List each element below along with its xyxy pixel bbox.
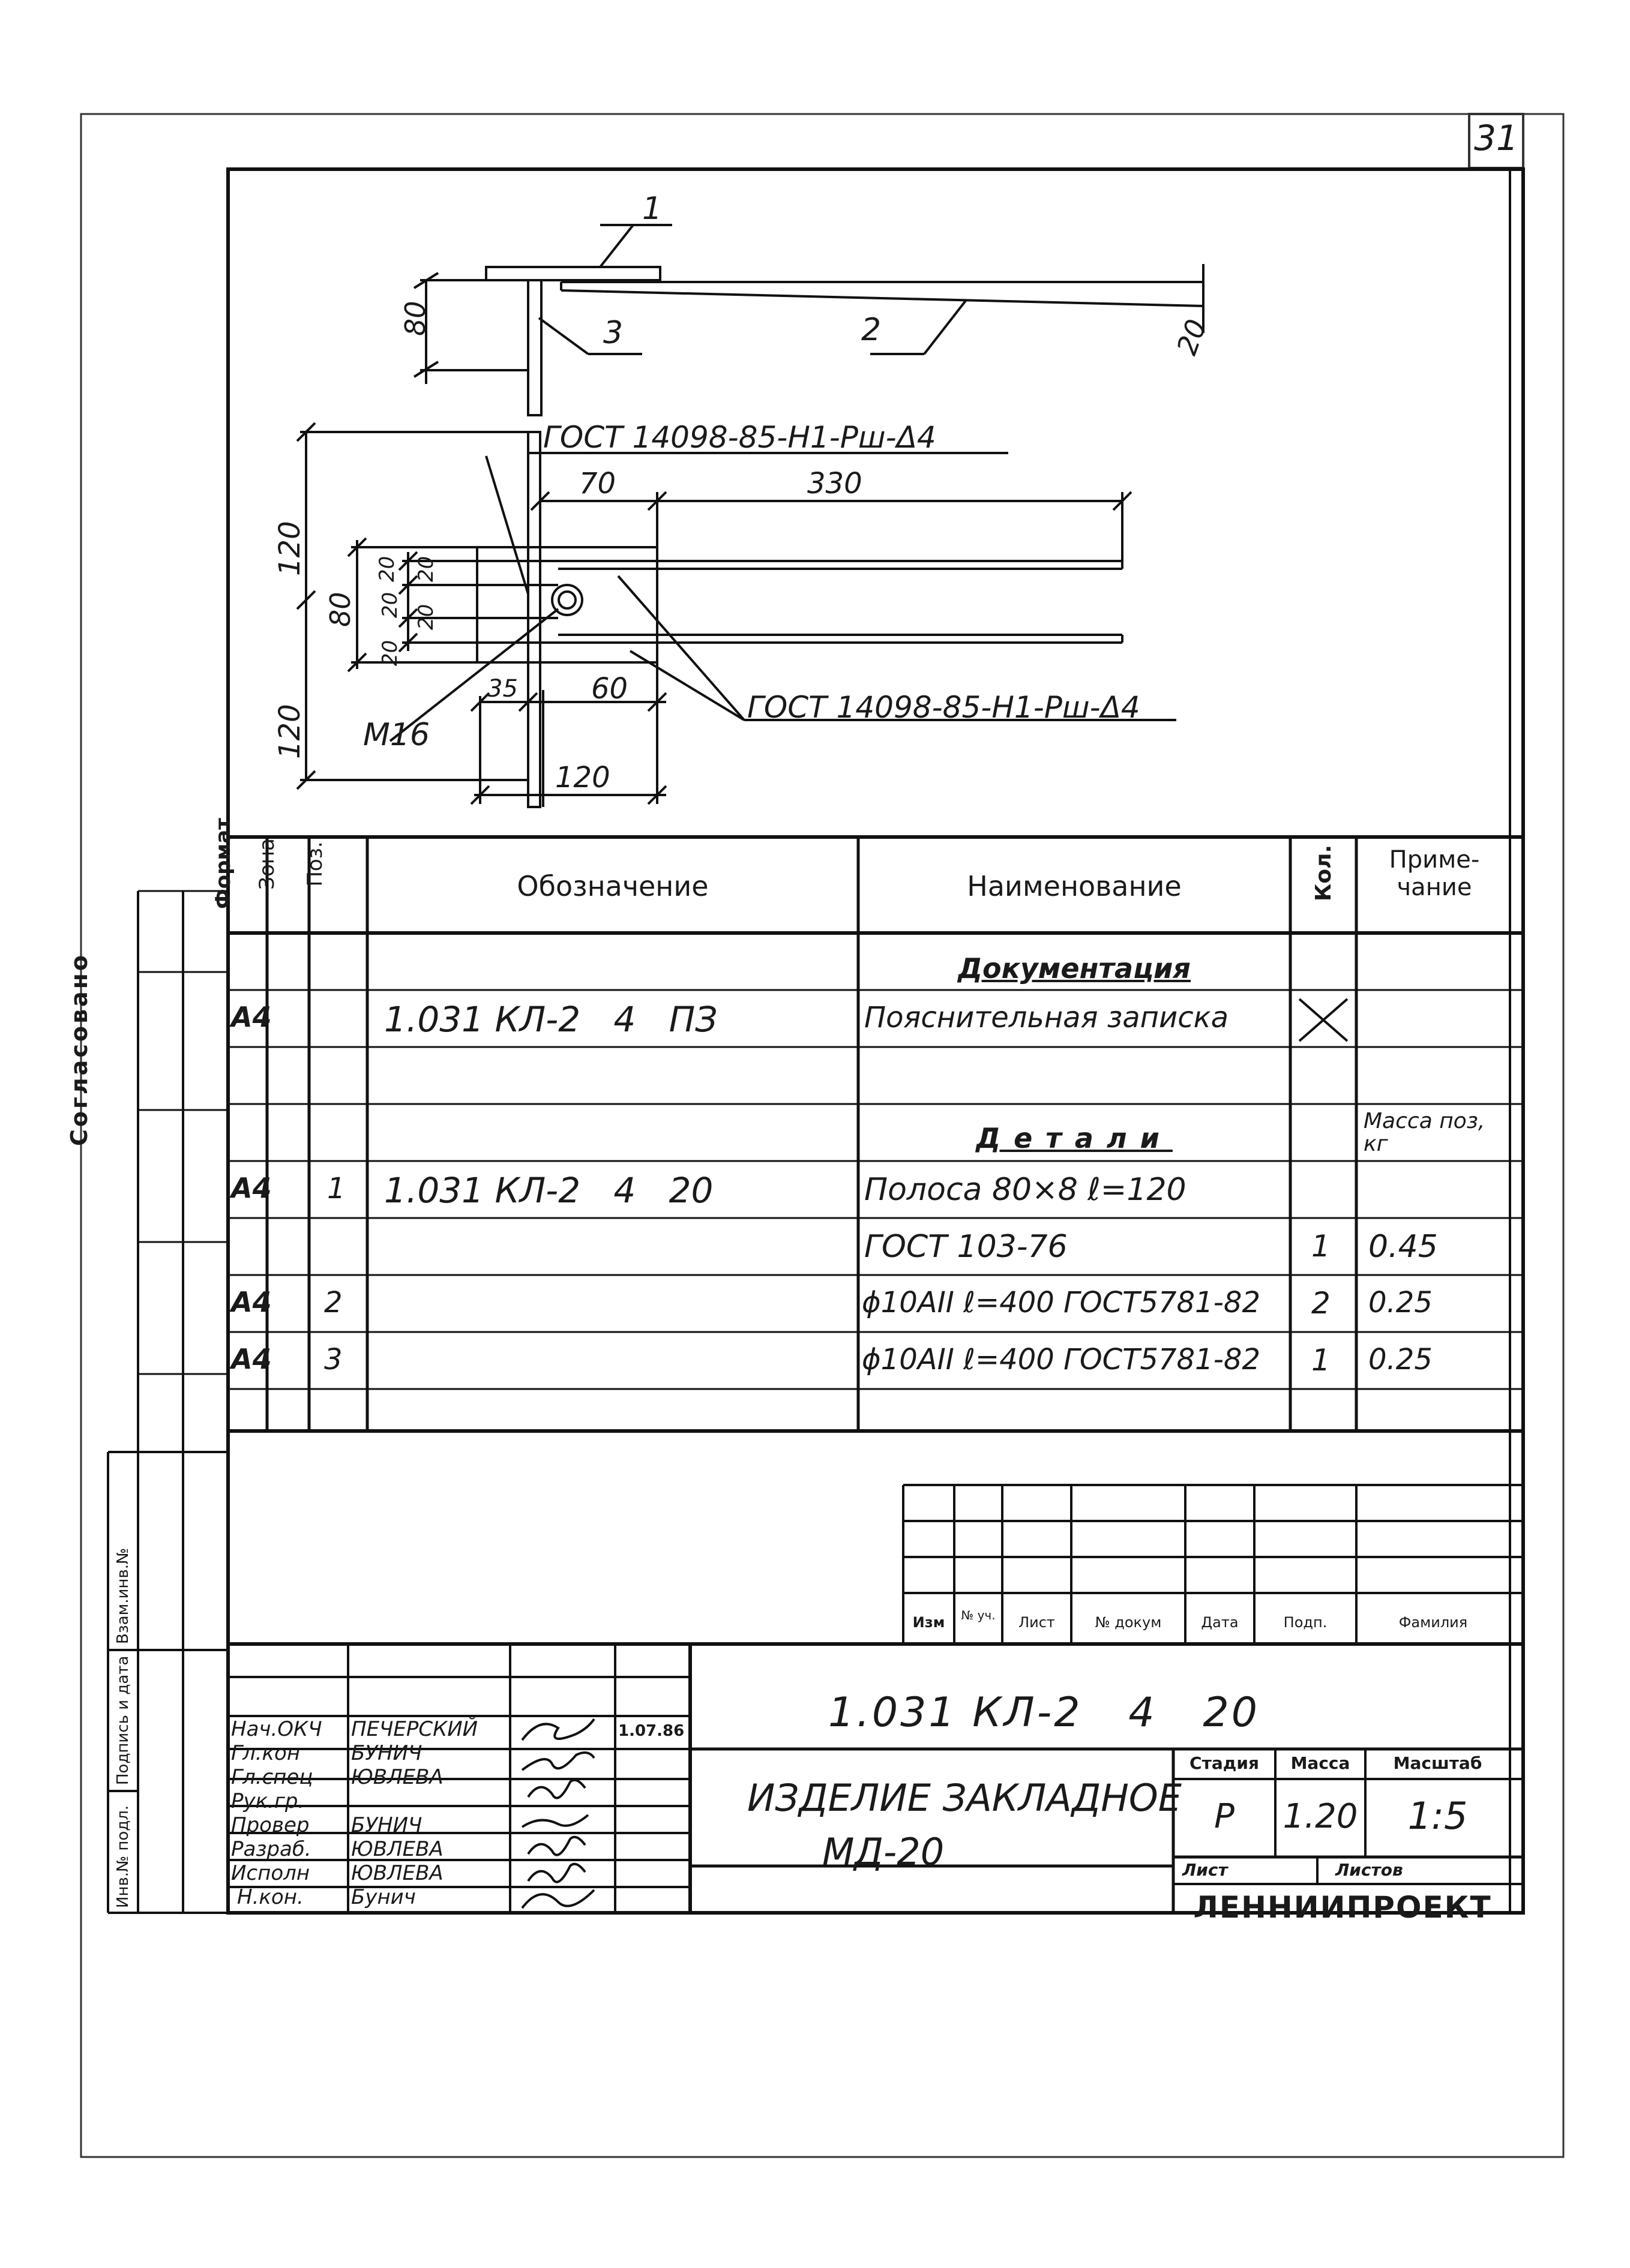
signer-role-0: Нач.ОКЧ: [231, 1717, 322, 1741]
row3-name: ϕ10АII ℓ=400 ГОСТ5781-82: [862, 1286, 1260, 1319]
rev-header-section: № уч.: [961, 1608, 996, 1622]
row3-pos: 2: [324, 1286, 343, 1319]
signer-role-1: Гл.кон: [231, 1741, 301, 1765]
dim-20-right: 20: [1170, 314, 1213, 359]
row1-name: Полоса 80×8 ℓ=120: [864, 1172, 1186, 1208]
doc-code: 1.031 КЛ-2 4 20: [828, 1689, 1260, 1736]
sheet-label: Лист: [1182, 1860, 1228, 1880]
row4-qty: 1: [1311, 1343, 1331, 1378]
signer-name-2: ЮВЛЕВА: [351, 1765, 444, 1789]
signer-role-3: Рук.гр.: [231, 1789, 305, 1813]
row3-format: А4: [231, 1286, 272, 1318]
row0-format: А4: [231, 1001, 272, 1033]
row3-qty: 2: [1311, 1286, 1331, 1321]
row2-name: ГОСТ 103-76: [864, 1229, 1068, 1265]
signer-role-2: Гл.спец: [231, 1765, 313, 1789]
header-qty: Кол.: [1311, 844, 1336, 902]
scale-label: Масштаб: [1393, 1753, 1482, 1773]
org-name: ЛЕННИИПРОЕКТ: [1193, 1890, 1492, 1925]
side-strip-signature-date: Подпись и дата: [114, 1655, 132, 1785]
header-format: Формат: [211, 818, 235, 909]
rev-header-change: Изм: [912, 1614, 945, 1631]
row1-format: А4: [231, 1172, 272, 1204]
dim-20-b: 20: [378, 592, 402, 618]
side-strip-inv-original: Инв.№ подл.: [114, 1805, 132, 1908]
dim-60: 60: [591, 672, 628, 706]
dim-20-a: 20: [375, 556, 399, 582]
dim-20-e: 20: [414, 604, 438, 630]
rev-header-sheet: Лист: [1018, 1614, 1055, 1631]
row3-note: 0.25: [1368, 1286, 1433, 1319]
signature-scribbles: [522, 1719, 594, 1908]
stage-value: Р: [1214, 1797, 1235, 1836]
side-strip-agreed: Согласовано: [66, 952, 92, 1146]
header-note: Приме-чание: [1389, 846, 1480, 901]
row1-pos: 1: [327, 1172, 346, 1205]
side-strip-exchange-inv: Взам.инв.№: [114, 1548, 132, 1644]
signer-name-7: Бунич: [351, 1885, 416, 1909]
dim-20-d: 20: [414, 556, 438, 582]
row0-name: Пояснительная записка: [864, 1001, 1229, 1034]
row1-designation: 1.031 КЛ-2 4 20: [384, 1170, 714, 1211]
signer-role-6: Исполн: [231, 1861, 310, 1885]
sheets-label: Листов: [1335, 1860, 1403, 1880]
rev-header-surname: Фамилия: [1398, 1614, 1468, 1631]
dim-35: 35: [487, 675, 518, 703]
mass-label: Масса: [1290, 1753, 1350, 1773]
row2-note: 0.45: [1368, 1229, 1438, 1265]
header-designation: Обозначение: [517, 870, 709, 902]
dim-120-width: 120: [555, 761, 610, 794]
stage-label: Стадия: [1189, 1753, 1259, 1773]
row2-qty: 1: [1311, 1229, 1331, 1264]
signer-name-4: БУНИЧ: [351, 1813, 423, 1837]
signer-name-1: БУНИЧ: [351, 1741, 423, 1765]
approval-date: 1.07.86: [618, 1722, 685, 1740]
page-number: 31: [1474, 118, 1518, 158]
scale-value: 1:5: [1407, 1794, 1468, 1838]
rev-header-date: Дата: [1201, 1614, 1239, 1631]
row4-pos: 3: [324, 1343, 343, 1376]
signer-name-6: ЮВЛЕВА: [351, 1861, 444, 1885]
top-view: [414, 225, 1203, 415]
mass-note: Масса поз, кг: [1364, 1109, 1485, 1156]
callout-1: 1: [642, 191, 663, 227]
dim-120-bot: 120: [273, 704, 307, 759]
signer-role-4: Провер: [231, 1813, 310, 1837]
header-name: Наименование: [967, 870, 1182, 902]
dim-120-top: 120: [273, 521, 307, 576]
signer-role-5: Разраб.: [231, 1837, 311, 1861]
weld-note-top: ГОСТ 14098-85-Н1-Рш-Δ4: [543, 420, 936, 455]
header-pos: Поз.: [303, 841, 327, 887]
thread-label: М16: [363, 717, 430, 753]
title-line-2: МД-20: [822, 1830, 945, 1874]
section-documentation: Документация: [958, 952, 1191, 985]
callout-2: 2: [861, 312, 882, 348]
rev-header-docnum: № докум: [1095, 1614, 1162, 1631]
signer-name-0: ПЕЧЕРСКИЙ: [351, 1717, 478, 1741]
rev-header-signature: Подп.: [1283, 1614, 1328, 1631]
dim-80-top: 80: [399, 301, 432, 336]
dim-20-c: 20: [378, 640, 402, 666]
row4-name: ϕ10АII ℓ=400 ГОСТ5781-82: [862, 1343, 1260, 1376]
header-zone: Зона: [255, 838, 279, 890]
dim-70: 70: [579, 467, 616, 500]
mass-value: 1.20: [1283, 1797, 1358, 1836]
signer-role-7: Н.кон.: [237, 1885, 304, 1909]
dim-80-mid: 80: [324, 592, 356, 627]
row0-designation: 1.031 КЛ-2 4 ПЗ: [384, 999, 718, 1040]
callout-3: 3: [603, 315, 624, 351]
dim-330: 330: [807, 467, 862, 500]
signer-name-5: ЮВЛЕВА: [351, 1837, 444, 1861]
title-line-1: ИЗДЕЛИЕ ЗАКЛАДНОЕ: [747, 1776, 1182, 1820]
row4-format: А4: [231, 1343, 272, 1375]
weld-note-bottom: ГОСТ 14098-85-Н1-Рш-Δ4: [747, 690, 1140, 725]
section-details: Детали: [976, 1122, 1173, 1154]
row4-note: 0.25: [1368, 1343, 1433, 1376]
